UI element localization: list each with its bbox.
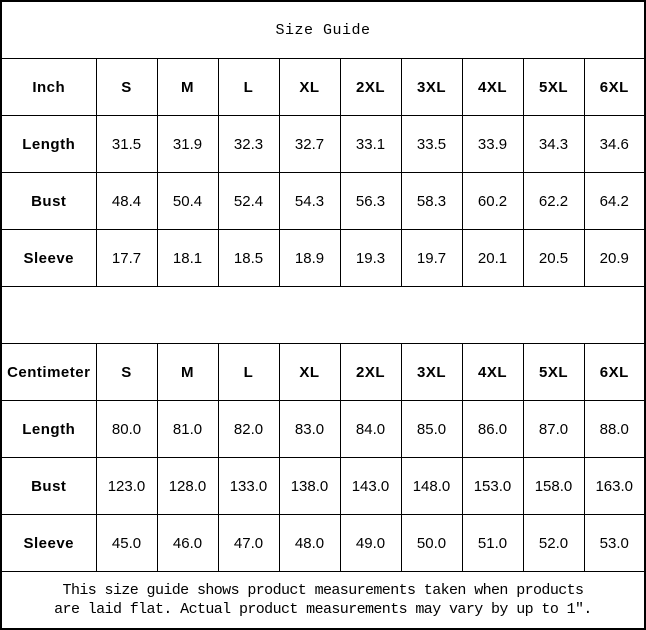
measurement-value-cell: 87.0 (523, 401, 584, 458)
measurement-value-cell: 80.0 (96, 401, 157, 458)
inch-table-section (1, 59, 645, 287)
size-header-cell: 4XL (462, 59, 523, 116)
measurement-value-cell: 34.3 (523, 116, 584, 173)
measurement-value-cell: 58.3 (401, 173, 462, 230)
measurement-value-cell: 83.0 (279, 401, 340, 458)
size-header-cell: M (157, 344, 218, 401)
measurement-value-cell: 48.4 (96, 173, 157, 230)
size-header-cell: 6XL (584, 344, 645, 401)
measurement-value-cell: 18.1 (157, 230, 218, 287)
measurement-value-cell: 62.2 (523, 173, 584, 230)
spacer-section (1, 287, 645, 344)
size-header-cell: 3XL (401, 344, 462, 401)
measurement-value-cell: 32.7 (279, 116, 340, 173)
size-header-cell: S (96, 344, 157, 401)
size-header-cell: 5XL (523, 59, 584, 116)
page-title: Size Guide (1, 1, 645, 59)
size-header-cell: 6XL (584, 59, 645, 116)
size-header-cell: S (96, 59, 157, 116)
spacer-row (1, 287, 645, 344)
spacer-cell (1, 287, 645, 344)
measurement-value-cell: 19.3 (340, 230, 401, 287)
measurement-row (1, 401, 645, 458)
measurement-label-cell: Bust (1, 173, 96, 230)
measurement-value-cell: 20.9 (584, 230, 645, 287)
measurement-value-cell: 49.0 (340, 515, 401, 572)
measurement-value-cell: 86.0 (462, 401, 523, 458)
size-header-cell: XL (279, 59, 340, 116)
unit-header-cell: Inch (1, 59, 96, 116)
measurement-value-cell: 56.3 (340, 173, 401, 230)
measurement-value-cell: 138.0 (279, 458, 340, 515)
footnote-cell (1, 572, 645, 630)
measurement-row (1, 230, 645, 287)
unit-header-cell: Centimeter (1, 344, 96, 401)
measurement-value-cell: 19.7 (401, 230, 462, 287)
measurement-value-cell: 31.5 (96, 116, 157, 173)
size-header-cell: L (218, 59, 279, 116)
header-row (1, 344, 645, 401)
measurement-value-cell: 45.0 (96, 515, 157, 572)
size-header-cell: 4XL (462, 344, 523, 401)
measurement-value-cell: 64.2 (584, 173, 645, 230)
measurement-value-cell: 85.0 (401, 401, 462, 458)
measurement-value-cell: 18.5 (218, 230, 279, 287)
size-header-cell: 2XL (340, 344, 401, 401)
measurement-label-cell: Length (1, 116, 96, 173)
measurement-value-cell: 50.0 (401, 515, 462, 572)
measurement-label-cell: Length (1, 401, 96, 458)
measurement-value-cell: 17.7 (96, 230, 157, 287)
measurement-value-cell: 128.0 (157, 458, 218, 515)
size-header-cell: L (218, 344, 279, 401)
measurement-value-cell: 52.0 (523, 515, 584, 572)
measurement-value-cell: 50.4 (157, 173, 218, 230)
title-section (1, 1, 645, 59)
measurement-row (1, 173, 645, 230)
measurement-value-cell: 51.0 (462, 515, 523, 572)
measurement-value-cell: 81.0 (157, 401, 218, 458)
measurement-value-cell: 33.9 (462, 116, 523, 173)
measurement-value-cell: 123.0 (96, 458, 157, 515)
measurement-value-cell: 20.5 (523, 230, 584, 287)
measurement-value-cell: 48.0 (279, 515, 340, 572)
footnote-section (1, 572, 645, 630)
measurement-row (1, 458, 645, 515)
measurement-value-cell: 18.9 (279, 230, 340, 287)
measurement-value-cell: 33.5 (401, 116, 462, 173)
size-header-cell: 3XL (401, 59, 462, 116)
size-header-cell: M (157, 59, 218, 116)
measurement-value-cell: 82.0 (218, 401, 279, 458)
size-header-cell: 2XL (340, 59, 401, 116)
measurement-value-cell: 53.0 (584, 515, 645, 572)
footnote-row (1, 572, 645, 630)
footnote-line-1: This size guide shows product measurements taken when products (62, 582, 584, 599)
measurement-value-cell: 32.3 (218, 116, 279, 173)
measurement-value-cell: 133.0 (218, 458, 279, 515)
measurement-label-cell: Sleeve (1, 515, 96, 572)
measurement-value-cell: 148.0 (401, 458, 462, 515)
measurement-value-cell: 54.3 (279, 173, 340, 230)
header-row (1, 59, 645, 116)
measurement-value-cell: 158.0 (523, 458, 584, 515)
size-header-cell: 5XL (523, 344, 584, 401)
measurement-label-cell: Bust (1, 458, 96, 515)
measurement-value-cell: 52.4 (218, 173, 279, 230)
measurement-value-cell: 33.1 (340, 116, 401, 173)
measurement-value-cell: 20.1 (462, 230, 523, 287)
measurement-value-cell: 31.9 (157, 116, 218, 173)
measurement-value-cell: 143.0 (340, 458, 401, 515)
measurement-value-cell: 153.0 (462, 458, 523, 515)
centimeter-table-section (1, 344, 645, 572)
measurement-row (1, 116, 645, 173)
measurement-row (1, 515, 645, 572)
title-row (1, 1, 645, 59)
measurement-value-cell: 84.0 (340, 401, 401, 458)
measurement-value-cell: 46.0 (157, 515, 218, 572)
measurement-value-cell: 60.2 (462, 173, 523, 230)
measurement-value-cell: 163.0 (584, 458, 645, 515)
measurement-value-cell: 47.0 (218, 515, 279, 572)
measurement-value-cell: 34.6 (584, 116, 645, 173)
measurement-label-cell: Sleeve (1, 230, 96, 287)
size-header-cell: XL (279, 344, 340, 401)
footnote-line-2: are laid flat. Actual product measurements may vary by up to 1″. (54, 601, 592, 618)
measurement-value-cell: 88.0 (584, 401, 645, 458)
